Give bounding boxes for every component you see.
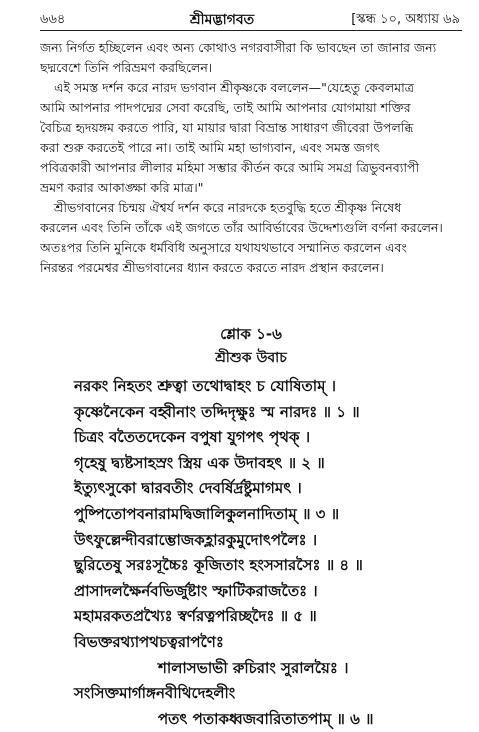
verse-line: ইত্যুৎসুকো দ্বারবতীং দেবর্ষির্দ্রষ্টুমাগমৎ । [74,479,302,498]
text-line: করা শুরু করতেই পারে না। তাই আমি মহা ভাগ্যবান, এবং সমস্ত জগৎ [40,140,380,155]
verse-line: নরকং নিহতং শ্রুত্বা তথোদ্বাহং চ যোষিতাম্ । [74,377,337,395]
page-number: ৬৬৪ [40,12,66,27]
paragraph-2 [40,78,462,198]
text-line: করলেন এবং তিনি তাঁকে এই জগতে তাঁর আবির্ভাবের উদ্দেশ্যগুলি বর্ণনা করলেন। [40,220,443,235]
verse-line: কৃষ্ণেনৈকেন বহ্বীনাং তদ্দিদৃক্ষুঃ স্ম নারদঃ ॥ ১ ॥ [74,402,360,421]
verse-line: বিভক্তরথ্যাপথচত্বরাপণৈঃ [74,632,224,651]
text-line: বৈচিত্র হৃদয়ঙ্গম করতে পারি, যা মায়ার দ্বারা বিভ্রান্ত সাধারণ জীবেরা উপলব্ধি [40,120,414,135]
text-line: ছদ্মবেশে তিনি পরিভ্রমণ করছিলেন। [40,60,213,75]
verse-line: ছুরিতেষু সরঃসূচ্চৈঃ কূজিতাং হংসসারসৈঃ ॥ ৪ ॥ [74,556,363,575]
text-line: এই সমস্ত দর্শন করে নারদ ভগবান শ্রীকৃষ্ণকে বললেন—"যেহেতু কেবলমাত্র [54,80,414,95]
text-line: ভ্রমণ করার আকাঙ্ক্ষা করি মাত্র।" [40,180,204,195]
sanskrit-verse [74,374,474,732]
text-line: জন্য নির্গত হচ্ছিলেন এবং অন্য কোথাও নগরবাসীরা কি ভাবছেন তা জানার জন্য [40,40,437,55]
text-line: নিরন্তর পরমেশ্বর শ্রীভগবানের ধ্যান করতে করতে নারদ প্রস্থান করলেন। [40,260,384,275]
text-line: পবিত্রকারী আপনার লীলার মহিমা সম্ভার কীর্তন করে আমি সমগ্র ত্রিভুবনব্যাপী [40,160,420,175]
verse-line: শালাসভাভী রুচিরাং সুরালয়ৈঃ । [158,658,349,677]
text-line: আমি আপনার পাদপদ্মের সেবা করেছি, তাই আমি আপনার যোগমায়া শক্তির [40,100,411,115]
verse-line: সংসিক্তমার্গাঙ্গনবীথিদেহলীং [74,684,236,703]
section-reference: [স্কন্ধ ১০, অধ্যায় ৬৯ [351,12,460,27]
verse-line: প্রাসাদলক্ষৈর্নবভির্জুষ্টাং স্ফাটিকরাজতৈঃ । [74,581,318,600]
verse-speaker: শ্রীশুক উবাচ [215,350,287,366]
verse-number-heading: শ্লোক ১-৬ [220,325,282,343]
purport-text [40,38,462,278]
paragraph-3 [40,198,462,278]
book-title: শ্রীমদ্ভাগবত [190,12,255,28]
running-header [40,8,460,30]
verse-line: উৎফুল্লেন্দীবরাম্ভোজকহ্লারকুমুদোৎপলৈঃ । [74,530,318,549]
verse-line: পুষ্পিতোপবনারামদ্বিজালিকুলনাদিতাম্ ॥ ৩ ॥ [74,504,340,523]
verse-line: চিত্রং বতৈতদেকেন বপুষা যুগপৎ পৃথক্ । [74,428,311,447]
verse-line: পতৎ পতাকধ্বজবারিতাতপাম্ ॥ ৬ ॥ [158,709,374,728]
verse-line: গৃহেষু দ্ব্যষ্টসাহস্রং স্ত্রিয় এক উদাবহৎ ॥ ২ ॥ [74,453,325,472]
text-line: অতঃপর তিনি মুনিকে ধর্মবিধি অনুসারে যথাযথভাবে সম্মানিত করলেন এবং [40,240,407,255]
text-line: শ্রীভগবানের চিন্ময় ঐশ্বর্য দর্শন করে নারদকে হতবুদ্ধি হতে শ্রীকৃষ্ণ নিষেধ [54,200,402,215]
paragraph-1 [40,38,462,78]
header-rule [40,30,462,31]
verse-line: মহামরকতপ্রখ্যৈঃ স্বর্ণরত্নপরিচ্ছদৈঃ ॥ ৫ ॥ [74,607,317,626]
verse-heading-block [40,322,462,370]
